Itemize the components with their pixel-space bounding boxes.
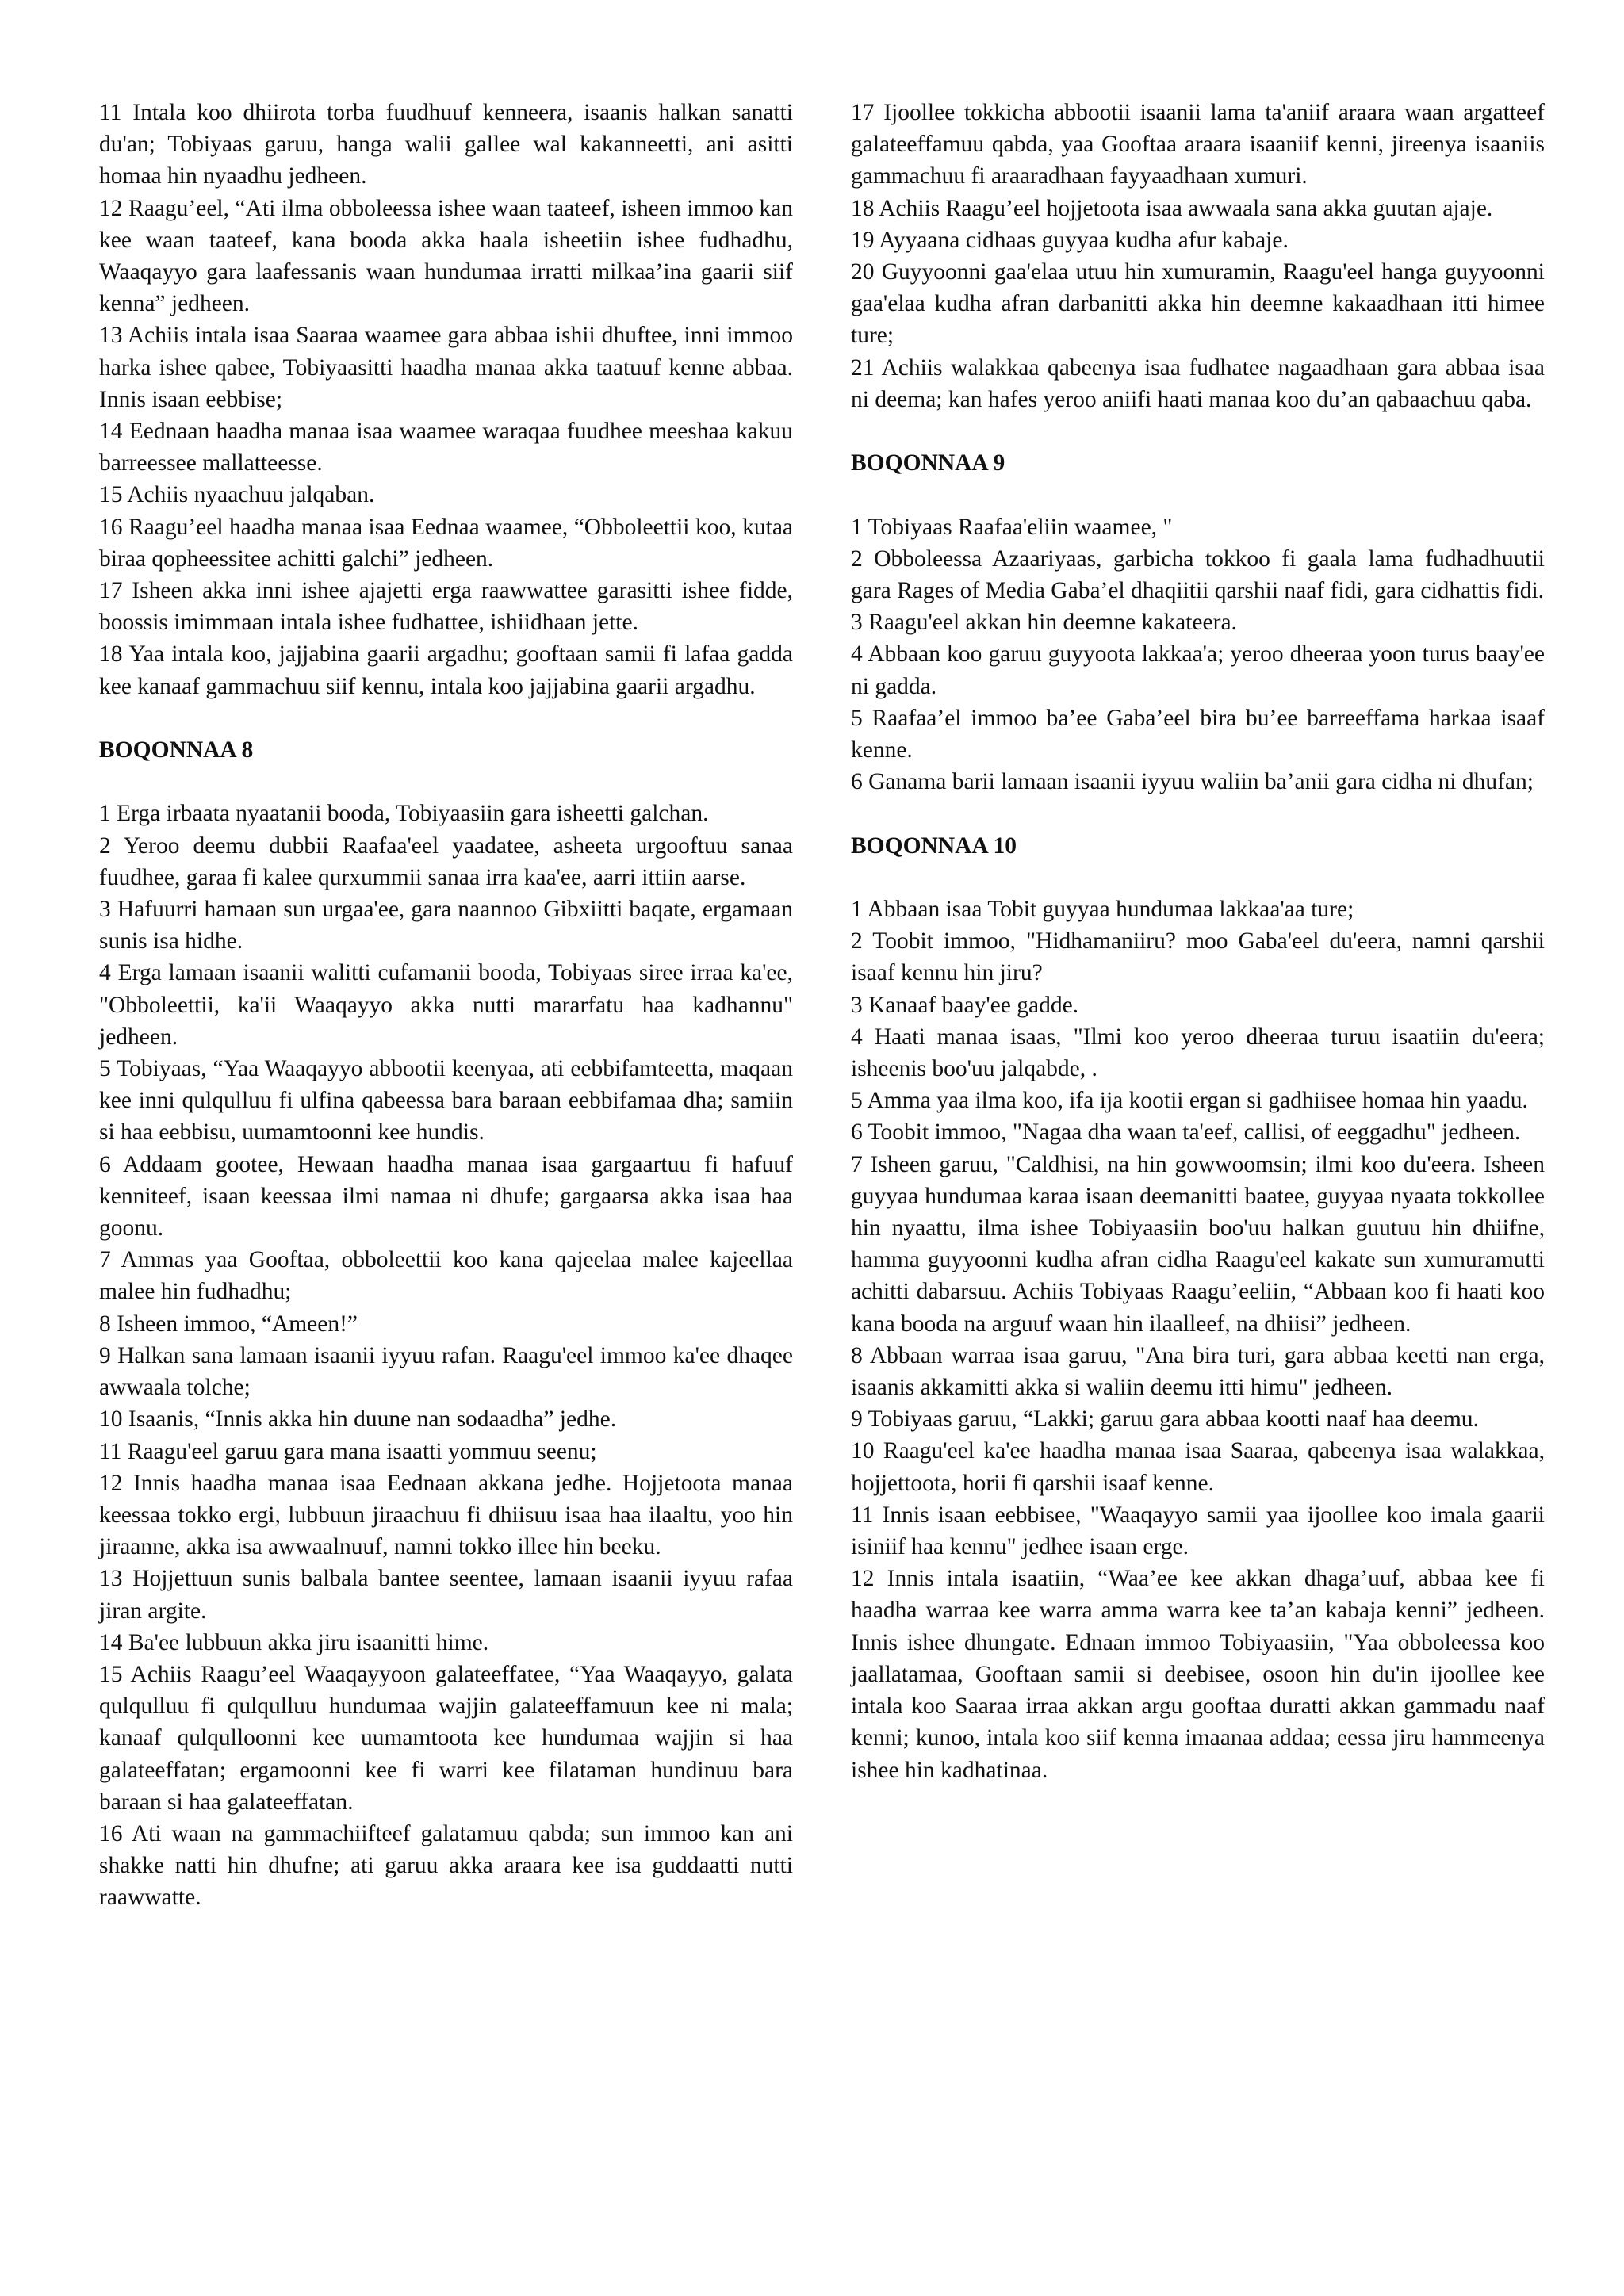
verse-paragraph: 21 Achiis walakkaa qabeenya isaa fudhatee nagaadhaan gara abbaa isaa ni deema; kan hafes yeroo aniifi haati manaa koo du’an qabaachuu qaba.: [851, 354, 1545, 412]
verse-paragraph: 10 Isaanis, “Innis akka hin duune nan sodaadha” jedhe.: [99, 1406, 617, 1433]
verse-paragraph: 7 Isheen garuu, "Caldhisi, na hin gowwoomsin; ilmi koo du'eera. Isheen guyyaa hundumaa karaa isaan deemanitti baatee, guyyaa nyaata tokkollee hin nyaattu, ilma ishee Tobiyaasiin boo'uu halkan guutuu hin dhiifne, hamma guyyoonni kudha afran cidha Raagu'eel kakate sun xumuramutti achitti dabarsuu. Achiis Tobiyaas Raagu’eeliin, “Abbaan koo fi haati koo kana booda na arguuf waan hin ilaalleef, na dhiisi” jedheen.: [851, 1151, 1545, 1337]
paragraph-gap: [99, 766, 793, 798]
verse-paragraph: 1 Abbaan isaa Tobit guyyaa hundumaa lakkaa'aa ture;: [851, 897, 1354, 923]
verse-paragraph: 3 Raagu'eel akkan hin deemne kakateera.: [851, 610, 1237, 636]
verse-paragraph: 6 Ganama barii lamaan isaanii iyyuu waliin ba’anii gara cidha ni dhufan;: [851, 769, 1534, 795]
right-column: [851, 97, 1545, 1786]
verse-paragraph: 14 Eednaan haadha manaa isaa waamee waraqaa fuudhee meeshaa kakuu barreessee mallatteesse.: [99, 419, 793, 476]
verse-paragraph: 9 Halkan sana lamaan isaanii iyyuu rafan. Raagu'eel immoo ka'ee dhaqee awwaala tolche;: [99, 1342, 793, 1401]
verse-paragraph: 6 Toobit immoo, "Nagaa dha waan ta'eef, callisi, of eeggadhu" jedheen.: [851, 1119, 1521, 1146]
verse-paragraph: 12 Raagu’eel, “Ati ilma obboleessa ishee waan taateef, isheen immoo kan kee waan taateef, kana booda akka haala isheetiin ishee fudhadhu, Waaqayyo gara laafessanis waan hundumaa irratti milkaa’ina gaarii siif kenna” jedheen.: [99, 195, 793, 317]
chapter-heading: BOQONNAA 10: [851, 832, 1017, 859]
paragraph-gap: [99, 702, 793, 734]
verse-paragraph: 10 Raagu'eel ka'ee haadha manaa isaa Saaraa, qabeenya isaa walakkaa, hojjettoota, horii fi qarshii isaaf kenne.: [851, 1438, 1545, 1496]
verse-paragraph: 18 Achiis Raagu’eel hojjetoota isaa awwaala sana akka guutan ajaje.: [851, 195, 1493, 221]
verse-paragraph: 5 Amma yaa ilma koo, ifa ija kootii ergan si gadhiisee homaa hin yaadu.: [851, 1088, 1528, 1114]
verse-paragraph: 17 Isheen akka inni ishee ajajetti erga raawwattee garasitti ishee fidde, boossis imimmaan intala ishee fudhattee, ishiidhaan jette.: [99, 578, 793, 636]
verse-paragraph: 3 Kanaaf baay'ee gadde.: [851, 992, 1079, 1018]
verse-paragraph: 12 Innis haadha manaa isaa Eednaan akkana jedhe. Hojjetoota manaa keessaa tokko ergi, lubbuun jiraachuu fi dhiisuu isaa haa ilaaltu, yoo hin jiraanne, akka isa awwaalnuuf, namni tokko illee hin beeku.: [99, 1470, 793, 1560]
verse-paragraph: 5 Raafaa’el immoo ba’ee Gaba’eel bira bu’ee barreeffama harkaa isaaf kenne.: [851, 705, 1545, 763]
verse-paragraph: 19 Ayyaana cidhaas guyyaa kudha afur kabaje.: [851, 227, 1289, 253]
verse-paragraph: 13 Achiis intala isaa Saaraa waamee gara abbaa ishii dhuftee, inni immoo harka ishee qabee, Tobiyaasitti haadha manaa akka taatuuf kenne abbaa. Innis isaan eebbise;: [99, 323, 793, 412]
paragraph-gap: [851, 415, 1545, 447]
verse-paragraph: 9 Tobiyaas garuu, “Lakki; garuu gara abbaa kootti naaf haa deemu.: [851, 1406, 1479, 1433]
verse-paragraph: 6 Addaam gootee, Hewaan haadha manaa isaa gargaartuu fi hafuuf kenniteef, isaan keessaa ilmi namaa ni dhufe; gargaarsa akka isaa haa goonu.: [99, 1151, 793, 1242]
verse-paragraph: 16 Ati waan na gammachiifteef galatamuu qabda; sun immoo kan ani shakke natti hin dhufne; ati garuu akka araara kee isa guddaatti nutti raawwatte.: [99, 1820, 793, 1911]
verse-paragraph: 17 Ijoollee tokkicha abbootii isaanii lama ta'aniif araara waan argatteef galateeffamuu qabda, yaa Gooftaa araara isaaniif kenni, jireenya isaaniis gammachuu fi araaradhaan fayyaadhaan xumuri.: [851, 100, 1545, 189]
verse-paragraph: 8 Isheen immoo, “Ameen!”: [99, 1311, 358, 1337]
verse-paragraph: 7 Ammas yaa Gooftaa, obboleettii koo kana qajeelaa malee kajeellaa malee hin fudhadhu;: [99, 1247, 793, 1305]
paragraph-gap: [851, 798, 1545, 829]
verse-paragraph: 16 Raagu’eel haadha manaa isaa Eednaa waamee, “Obboleettii koo, kutaa biraa qopheessitee achitti galchi” jedheen.: [99, 514, 793, 572]
left-column: [99, 97, 793, 1914]
verse-paragraph: 11 Intala koo dhiirota torba fuudhuuf kenneera, isaanis halkan sanatti du'an; Tobiyaas garuu, hanga walii gallee wal kakanneetti, ani asitti homaa hin nyaadhu jedheen.: [99, 100, 793, 189]
verse-paragraph: 8 Abbaan warraa isaa garuu, "Ana bira turi, gara abbaa keetti nan erga, isaanis akkamitti akka si waliin deemu itti himu" jedheen.: [851, 1342, 1545, 1401]
verse-paragraph: 12 Innis intala isaatiin, “Waa’ee kee akkan dhaga’uuf, abbaa kee fi haadha warraa kee warra amma warra kee ta’an kabaja kenni” jedheen. Innis ishee dhungate. Ednaan immoo Tobiyaasiin, "Yaa obboleessa koo jaallatamaa, Gooftaan samii si deebisee, osoon hin du'in ijoollee kee intala koo Saaraa irraa akkan argu gooftaa duratti akkan gammadu naaf kenni; kunoo, intala koo siif kenna imaanaa addaa; eessa jiru hammeenya ishee hin kadhatinaa.: [851, 1566, 1545, 1783]
verse-paragraph: 15 Achiis nyaachuu jalqaban.: [99, 482, 375, 508]
chapter-heading: BOQONNAA 8: [99, 737, 254, 763]
verse-paragraph: 13 Hojjettuun sunis balbala bantee seentee, lamaan isaanii iyyuu rafaa jiran argite.: [99, 1566, 793, 1624]
verse-paragraph: 2 Toobit immoo, "Hidhamaniiru? moo Gaba'eel du'eera, namni qarshii isaaf kennu hin jiru?: [851, 928, 1545, 986]
verse-paragraph: 20 Guyyoonni gaa'elaa utuu hin xumuramin, Raagu'eel hanga guyyoonni gaa'elaa kudha afran darbanitti akka hin deemne kakaadhaan itti himee ture;: [851, 259, 1545, 349]
verse-paragraph: 18 Yaa intala koo, jajjabina gaarii argadhu; gooftaan samii fi lafaa gadda kee kanaaf gammachuu siif kennu, intala koo jajjabina gaarii argadhu.: [99, 641, 793, 699]
verse-paragraph: 4 Haati manaa isaas, "Ilmi koo yeroo dheeraa turuu isaatiin du'eera; isheenis boo'uu jalqabde, .: [851, 1024, 1545, 1082]
verse-paragraph: 11 Raagu'eel garuu gara mana isaatti yommuu seenu;: [99, 1438, 597, 1464]
verse-paragraph: 11 Innis isaan eebbisee, "Waaqayyo samii yaa ijoollee koo imala gaarii isiniif haa kennu" jedhee isaan erge.: [851, 1502, 1545, 1560]
chapter-heading: BOQONNAA 9: [851, 450, 1005, 476]
paragraph-gap: [851, 862, 1545, 894]
verse-paragraph: 2 Obboleessa Azaariyaas, garbicha tokkoo fi gaala lama fudhadhuutii gara Rages of Media Gaba’el dhaqiitii qarshii naaf fidi, gara cidhattis fidi.: [851, 545, 1545, 604]
verse-paragraph: 4 Abbaan koo garuu guyyoota lakkaa'a; yeroo dheeraa yoon turus baay'ee ni gadda.: [851, 641, 1545, 699]
verse-paragraph: 5 Tobiyaas, “Yaa Waaqayyo abbootii keenyaa, ati eebbifamteetta, maqaan kee inni qulqulluu fi ulfina qabeessa bara baraan eebbifamaa dha; samiin si haa eebbisu, uumamtoonni kee hundis.: [99, 1056, 793, 1146]
verse-paragraph: 1 Tobiyaas Raafaa'eliin waamee, ": [851, 514, 1173, 540]
verse-paragraph: 1 Erga irbaata nyaatanii booda, Tobiyaasiin gara isheetti galchan.: [99, 801, 709, 827]
verse-paragraph: 4 Erga lamaan isaanii walitti cufamanii booda, Tobiyaas siree irraa ka'ee, "Obboleettii, ka'ii Waaqayyo akka nutti mararfatu haa kadhannu" jedheen.: [99, 960, 793, 1050]
paragraph-gap: [851, 479, 1545, 511]
verse-paragraph: 15 Achiis Raagu’eel Waaqayyoon galateeffatee, “Yaa Waaqayyo, galata qulqulluu fi qulqulluu hundumaa wajjin galateeffamuun kee ni mala; kanaaf qulqulloonni kee uumamtoota kee hundumaa wajjin si haa galateeffatan; ergamoonni kee fi warri kee filataman hundinuu bara baraan si haa galateeffatan.: [99, 1661, 793, 1815]
verse-paragraph: 3 Hafuurri hamaan sun urgaa'ee, gara naannoo Gibxiitti baqate, ergamaan sunis isa hidhe.: [99, 897, 793, 955]
verse-paragraph: 14 Ba'ee lubbuun akka jiru isaanitti hime.: [99, 1629, 489, 1655]
verse-paragraph: 2 Yeroo deemu dubbii Raafaa'eel yaadatee, asheeta urgooftuu sanaa fuudhee, garaa fi kalee qurxummii sanaa irra kaa'ee, aarri ittiin aarse.: [99, 832, 793, 890]
